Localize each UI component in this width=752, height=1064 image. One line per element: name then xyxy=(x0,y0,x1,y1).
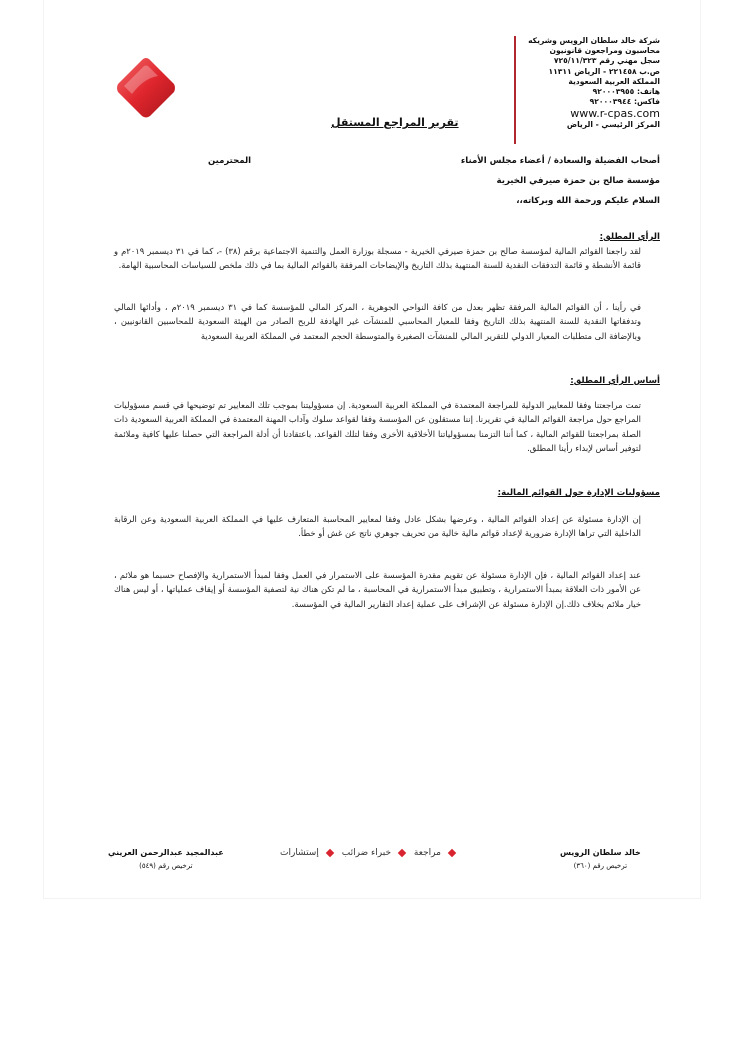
po-box: ص.ب ٢٢١٤٥٨ - الرياض ١١٣١١ xyxy=(548,66,660,76)
paragraph-opinion-1: لقد راجعنا القوائم المالية لمؤسسة صالح بن حمزة صيرفي الخيرية - مسجلة بوزارة العمل والتنمية الاجتماعية برقم (٣٨) -، كما في ٣١ ديسمبر ٢٠١٩م و قائمة الأنشطة و قائمة التدفقات النقدية للسنة المنتهية بذلك التاريخ والإيضاحات المرفقة بالقوائم المالية بما في ذلك ملخص للسياسات المحاسبية الهامة. xyxy=(114,246,641,271)
service-consulting: إستشارات xyxy=(280,848,319,858)
right-signatory-license: ترخيص رقم (٣٦٠) xyxy=(573,862,628,870)
diamond-bullet-icon xyxy=(448,848,456,856)
office: المركز الرئيسي - الرياض xyxy=(566,120,660,130)
paragraph-management-1: إن الإدارة مسئولة عن إعداد القوائم المالية ، وعرضها بشكل عادل وفقا لمعايير المحاسبة المتعارف عليها في المملكة العربية السعودية وعن الرقابة الداخلية التي تراها الإدارة ضرورية لإعداد قوائم مالية خالية من تحريف جوهري ناتج عن غش أو خطأ. xyxy=(114,514,641,539)
section-heading-opinion: الرأي المطلق: xyxy=(599,232,660,242)
section-heading-basis: أساس الرأي المطلق: xyxy=(570,376,660,386)
left-signatory-license: ترخيص رقم (٥٤٩) xyxy=(139,862,193,870)
country: المملكة العربية السعودية xyxy=(568,76,660,86)
firm-subtitle: محاسبون ومراجعون قانونيون xyxy=(549,46,660,56)
registration: سجل مهني رقم ٧٢٥/١١/٣٢٣ xyxy=(553,56,660,66)
website-link[interactable]: www.r-cpas.com xyxy=(570,107,660,121)
letterhead xyxy=(490,36,660,131)
paragraph-management-2: عند إعداد القوائم المالية ، فإن الإدارة مسئولة عن تقويم مقدرة المؤسسة على الاستمرار في العمل وفقا لمبدأ الاستمرارية والإفصاح حسبما هو ملائم ، عن الأمور ذات العلاقة بمبدأ الاستمرارية ، وتطبيق مبدأ الاستمرارية في المحاسبة ، ما لم تكن هناك نية لتصفية المؤسسة أو إيقاف عملياتها ، أو ليس هناك خيار ملائم بخلاف ذلك.إن الإدارة مسئولة عن الإشراف على عملية إعداد التقارير المالية في المؤسسة. xyxy=(114,570,641,609)
report-title: تقرير المراجع المستقل xyxy=(331,116,459,129)
right-signatory-name: خالد سلطان الرويس xyxy=(560,848,641,857)
paragraph-basis: تمت مراجعتنا وفقا للمعايير الدولية للمراجعة المعتمدة في المملكة العربية السعودية. إن مسؤوليتنا بموجب تلك المعايير تم توضيحها في قسم مسؤوليات المراجع حول مراجعة القوائم المالية في تقريرنا. إننا مستقلون عن المؤسسة وفقا لقواعد سلوك وآداب المهنة المعتمدة في المملكة العربية السعودية ذات الصلة بمراجعتنا للقوائم المالية ، كما أننا التزمنا بمسؤولياتنا الأخلاقية الأخرى وفقا لتلك القواعد. باعتقادنا أن أدلة المراجعة التي حصلنا عليها كافية وملائمة لتوفير أساس لإبداء رأينا المطلق. xyxy=(114,400,641,454)
firm-name: شركة خالد سلطان الرويس وشريكه xyxy=(528,36,660,45)
footer-right-signatory xyxy=(560,848,641,870)
service-tax: خبراء ضرائب xyxy=(341,848,392,858)
left-signatory-name: عبدالمجيد عبدالرحمن العريني xyxy=(108,848,224,857)
entity-name: مؤسسة صالح بن حمزة صيرفي الخيرية xyxy=(496,176,660,186)
greeting: السلام عليكم ورحمة الله وبركاته،، xyxy=(516,196,660,206)
diamond-bullet-icon xyxy=(398,848,406,856)
respected-label: المحترمين xyxy=(208,156,252,166)
firm-logo xyxy=(114,56,178,120)
diamond-bullet-icon xyxy=(326,848,334,856)
addressee: أصحاب الفضيلة والسعادة / أعضاء مجلس الأمناء xyxy=(460,156,660,166)
footer-left-signatory xyxy=(108,848,224,870)
phone: هاتف: ٩٢٠٠٠٣٩٥٥ xyxy=(592,87,660,97)
section-heading-management: مسؤوليات الإدارة حول القوائم المالية: xyxy=(497,488,660,498)
footer-services xyxy=(280,848,461,858)
paragraph-opinion-2: في رأينا ، أن القوائم المالية المرفقة تظهر بعدل من كافة النواحي الجوهرية ، المركز المالي للمؤسسة كما في ٣١ ديسمبر ٢٠١٩م ، وأدائها المالي وتدفقاتها النقدية للسنة المنتهية بذلك التاريخ وفقا للمعيار المحاسبي للمنشآت غير الهادفة للربح الصادر من الهيئة السعودية للمحاسبين القانونيين ، وبالإضافة الى متطلبات المعيار الدولي للتقرير المالي للمنشآت الصغيرة والمتوسطة الحجم المعتمد في المملكة العربية السعودية xyxy=(114,302,641,341)
service-audit: مراجعة xyxy=(413,848,441,858)
fax: فاكس: ٩٢٠٠٠٣٩٤٤ xyxy=(589,97,660,107)
